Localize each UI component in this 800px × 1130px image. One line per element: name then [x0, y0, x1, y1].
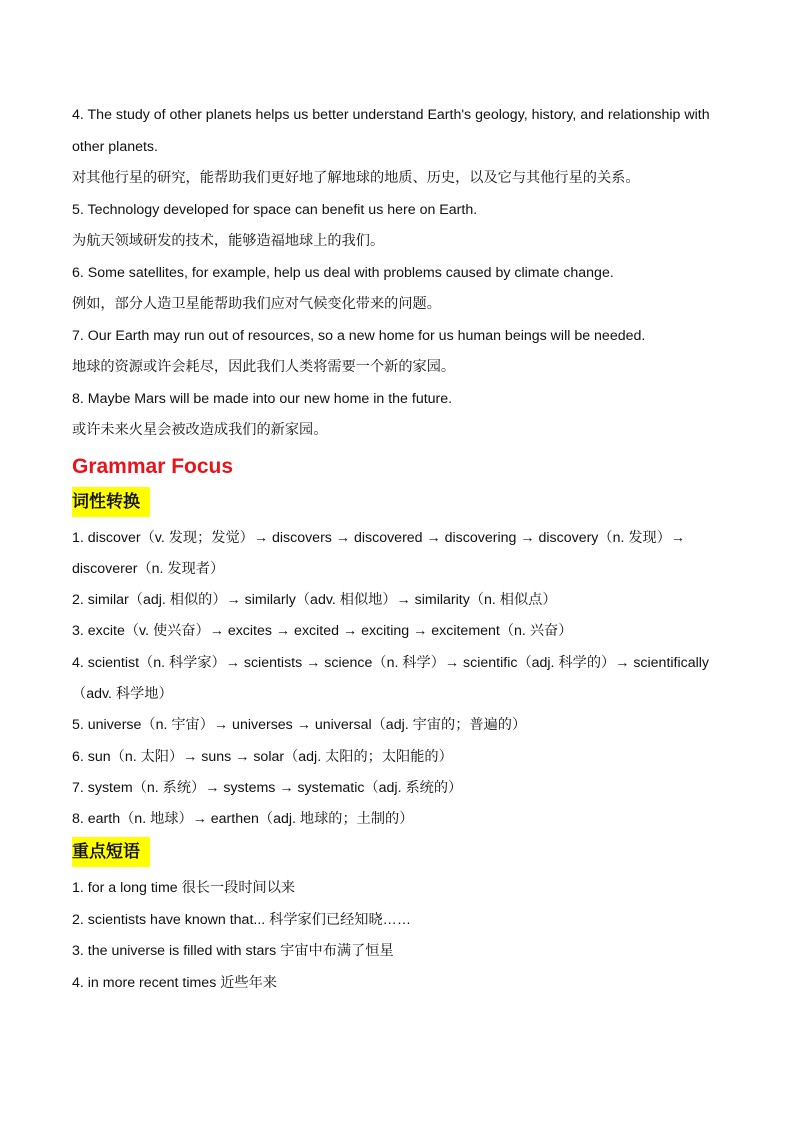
- sentence-4-zh: 对其他行星的研究，能帮助我们更好地了解地球的地质、历史，以及它与其他行星的关系。: [72, 170, 640, 186]
- word-form-item: 7. system（n. 系统）→ systems → systematic（adj. 系统的）: [72, 779, 463, 796]
- sentence-5-zh: 为航天领域研发的技术，能够造福地球上的我们。: [72, 233, 385, 249]
- word-forms-list: [72, 523, 732, 836]
- sentence-list: [72, 100, 732, 447]
- word-form-item: 4. scientist（n. 科学家）→ scientists → science（n. 科学）→ scientific（adj. 科学的）→ scientifically（adv. 科学地）: [72, 654, 710, 702]
- word-form-item: 2. similar（adj. 相似的）→ similarly（adv. 相似地）→ similarity（n. 相似点）: [72, 592, 557, 609]
- sentence-6-en: 6. Some satellites, for example, help us deal with problems caused by climate change.: [72, 264, 614, 281]
- phrase-item: 1. for a long time 很长一段时间以来: [72, 880, 296, 897]
- grammar-focus-title: Grammar Focus: [72, 454, 234, 478]
- sentence-8-en: 8. Maybe Mars will be made into our new home in the future.: [72, 390, 453, 407]
- phrase-item: 4. in more recent times 近些年来: [72, 974, 277, 991]
- word-form-item: 3. excite（v. 使兴奋）→ excites → excited → exciting → excitement（n. 兴奋）: [72, 623, 573, 640]
- word-form-item: 6. sun（n. 太阳）→ suns → solar（adj. 太阳的；太阳能的）: [72, 748, 453, 765]
- phrase-item: 3. the universe is filled with stars 宇宙中布满了恒星: [72, 943, 394, 960]
- sentence-6-zh: 例如，部分人造卫星能帮助我们应对气候变化带来的问题。: [72, 296, 441, 312]
- key-phrases-heading: 重点短语: [72, 837, 150, 867]
- word-form-item: 1. discover（v. 发现；发觉）→ discovers → discovered → discovering → discovery（n. 发现）→ discoverer（n. 发现者）: [72, 529, 686, 577]
- sentence-8-zh: 或许未来火星会被改造成我们的新家园。: [72, 422, 328, 438]
- sentence-7-zh: 地球的资源或许会耗尽，因此我们人类将需要一个新的家园。: [72, 359, 456, 375]
- sentence-5-en: 5. Technology developed for space can benefit us here on Earth.: [72, 201, 478, 218]
- word-form-item: 5. universe（n. 宇宙）→ universes → universal（adj. 宇宙的；普遍的）: [72, 717, 527, 734]
- word-forms-heading: 词性转换: [72, 487, 150, 517]
- word-form-item: 8. earth（n. 地球）→ earthen（adj. 地球的；土制的）: [72, 811, 414, 828]
- phrase-item: 2. scientists have known that... 科学家们已经知晓……: [72, 911, 412, 928]
- key-phrases-list: [72, 873, 732, 999]
- sentence-4-en: 4. The study of other planets helps us better understand Earth's geology, history, and relationship with other planets.: [72, 107, 710, 155]
- document-page: [72, 100, 732, 999]
- sentence-7-en: 7. Our Earth may run out of resources, so a new home for us human beings will be needed.: [72, 327, 646, 344]
